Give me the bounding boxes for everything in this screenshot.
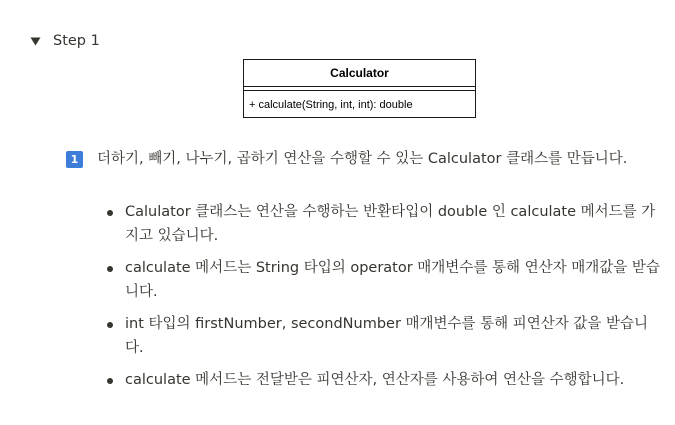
list-item	[100, 200, 660, 248]
uml-class-name: Calculator	[244, 60, 475, 87]
bullet-dot-icon	[107, 210, 113, 216]
bullet-dot-icon	[107, 266, 113, 272]
bullet-dot-icon	[107, 322, 113, 328]
toggle-label: Step 1	[53, 33, 100, 49]
list-item-text: calculate 메서드는 String 타입의 operator 매개변수를 통해 연산자 매개값을 받습니다.	[125, 260, 660, 300]
uml-class-diagram	[243, 59, 476, 118]
list-item-text: calculate 메서드는 전달받은 피연산자, 연산자를 사용하여 연산을 수행합니다.	[125, 372, 625, 388]
list-item-text: Calulator 클래스는 연산을 수행하는 반환타입이 double 인 calculate 메서드를 가지고 있습니다.	[125, 204, 656, 244]
list-item-text: int 타입의 firstNumber, secondNumber 매개변수를 통해 피연산자 값을 받습니다.	[125, 316, 649, 356]
list-item	[100, 256, 660, 304]
bullet-dot-icon	[107, 378, 113, 384]
list-item	[100, 368, 660, 392]
uml-method: + calculate(String, int, int): double	[249, 98, 413, 111]
numbered-list-item	[66, 147, 656, 171]
list-item	[100, 312, 660, 360]
step-1-toggle[interactable]	[28, 28, 100, 54]
number-one-icon: 1	[66, 151, 83, 168]
triangle-down-icon[interactable]	[28, 34, 42, 48]
numbered-item-text: 더하기, 빼기, 나누기, 곱하기 연산을 수행할 수 있는 Calculator 클래스를 만듭니다.	[97, 151, 628, 167]
bullet-list	[100, 200, 660, 400]
